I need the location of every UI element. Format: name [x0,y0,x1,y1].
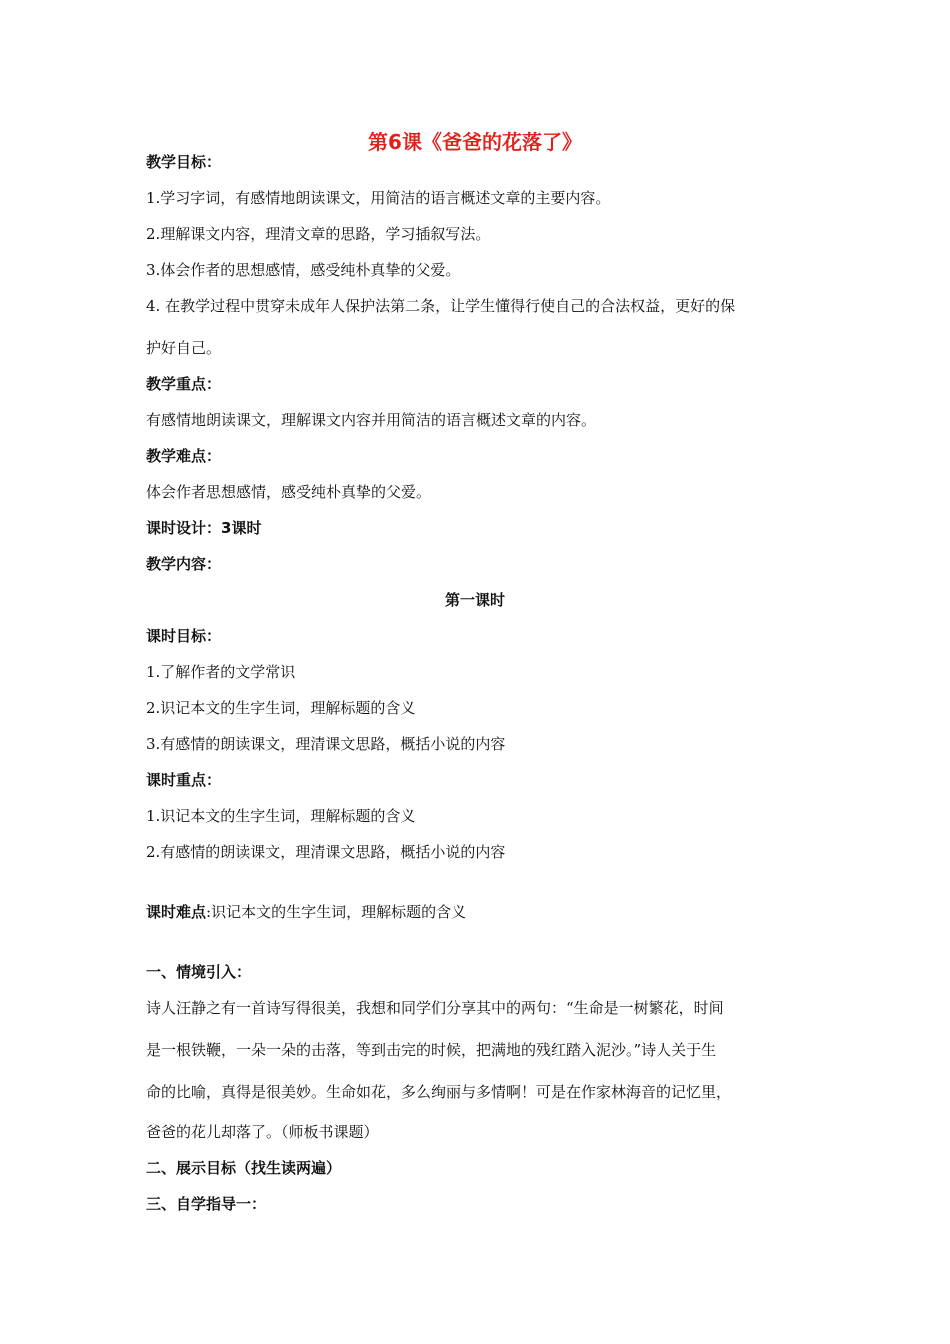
lesson-key-heading: 课时重点： [146,771,222,789]
objective-item: 1.学习字词，有感情地朗读课文，用简洁的语言概述文章的主要内容。 [146,189,611,207]
section-three-heading: 三、自学指导一： [146,1195,267,1213]
schedule-line: 课时设计：3课时 [146,519,262,537]
content-heading: 教学内容： [146,555,222,573]
section-one-paragraph-line: 爸爸的花儿却落了。（师板书课题） [146,1123,379,1141]
lesson-objectives-heading: 课时目标： [146,627,222,645]
difficulties-text: 体会作者思想感情，感受纯朴真挚的父爱。 [146,483,432,501]
lesson-difficulty-line [146,902,466,922]
section-one-heading: 一、情境引入： [146,963,252,981]
objective-item: 3.体会作者的思想感情，感受纯朴真挚的父爱。 [146,261,461,279]
lesson-objective-item: 1.了解作者的文学常识 [146,663,296,681]
lesson-difficulty-text: :识记本文的生字生词，理解标题的含义 [206,903,467,921]
section-one-paragraph-line: 是一根铁鞭，一朵一朵的击落，等到击完的时候，把满地的残红踏入泥沙。”诗人关于生 [146,1041,717,1059]
lesson-key-item: 2.有感情的朗读课文，理清课文思路，概括小说的内容 [146,843,506,861]
difficulties-heading: 教学难点： [146,447,222,465]
section-one-paragraph-line: 命的比喻，真得是很美妙。生命如花，多么绚丽与多情啊！可是在作家林海音的记忆里， [146,1083,732,1101]
lesson-objective-item: 2.识记本文的生字生词，理解标题的含义 [146,699,416,717]
objective-item: 护好自己。 [146,339,222,357]
lesson-difficulty-label: 课时难点 [146,903,207,921]
objectives-heading: 教学目标： [146,153,222,171]
document-title: 第6课《爸爸的花落了》 [368,130,582,154]
key-points-text: 有感情地朗读课文，理解课文内容并用简洁的语言概述文章的内容。 [146,411,597,429]
section-one-paragraph-line: 诗人汪静之有一首诗写得很美，我想和同学们分享其中的两句：“生命是一树繁花，时间 [146,999,724,1017]
section-two-heading: 二、展示目标（找生读两遍） [146,1159,342,1177]
lesson-one-heading: 第一课时 [444,591,505,609]
key-points-heading: 教学重点： [146,375,222,393]
objective-item: 4. 在教学过程中贯穿未成年人保护法第二条，让学生懂得行使自己的合法权益，更好的保 [146,297,736,315]
lesson-key-item: 1.识记本文的生字生词，理解标题的含义 [146,807,416,825]
objective-item: 2.理解课文内容，理清文章的思路，学习插叙写法。 [146,225,491,243]
lesson-objective-item: 3.有感情的朗读课文，理清课文思路，概括小说的内容 [146,735,506,753]
